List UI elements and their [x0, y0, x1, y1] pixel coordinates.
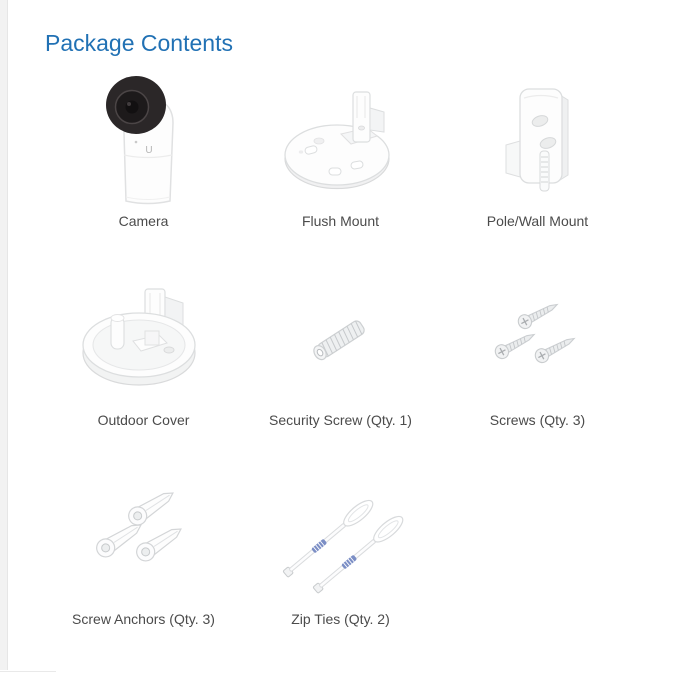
package-item-security-screw [242, 268, 439, 467]
package-item-outdoor-cover [45, 268, 242, 467]
package-grid [45, 69, 684, 666]
svg-text:U: U [145, 144, 153, 156]
item-label: Pole/Wall Mount [486, 213, 589, 230]
item-label: Screws (Qty. 3) [489, 412, 586, 429]
bottom-divider [0, 671, 56, 672]
item-label: Outdoor Cover [97, 412, 190, 429]
screws-icon [483, 292, 593, 387]
package-item-pole-wall-mount [439, 69, 636, 268]
zip-ties-image [242, 467, 439, 609]
item-label: Screw Anchors (Qty. 3) [72, 611, 215, 628]
package-item-camera [45, 69, 242, 268]
security-screw-icon [306, 309, 376, 369]
package-item-zip-ties [242, 467, 439, 666]
package-item-screw-anchors [45, 467, 242, 666]
outdoor-cover-image [45, 268, 242, 410]
package-item-flush-mount [242, 69, 439, 268]
security-screw-image [242, 268, 439, 410]
flush-mount-image [242, 69, 439, 211]
page-left-margin-strip [0, 0, 8, 670]
item-label: Zip Ties (Qty. 2) [291, 611, 390, 628]
package-item-screws [439, 268, 636, 467]
screw-anchors-icon [84, 483, 204, 593]
camera-image [45, 69, 242, 211]
page-content [45, 0, 684, 666]
camera-icon [96, 73, 191, 208]
page-title: Package Contents [45, 30, 233, 56]
screws-image [439, 268, 636, 410]
item-label: Flush Mount [301, 213, 380, 230]
screw-anchors-image [45, 467, 242, 609]
outdoor-cover-icon [81, 287, 206, 392]
item-label: Security Screw (Qty. 1) [269, 412, 412, 429]
pole-wall-mount-icon [488, 83, 588, 198]
flush-mount-icon [281, 88, 401, 193]
item-label: Camera [118, 213, 169, 230]
pole-wall-mount-image [439, 69, 636, 211]
zip-ties-icon [273, 481, 408, 596]
